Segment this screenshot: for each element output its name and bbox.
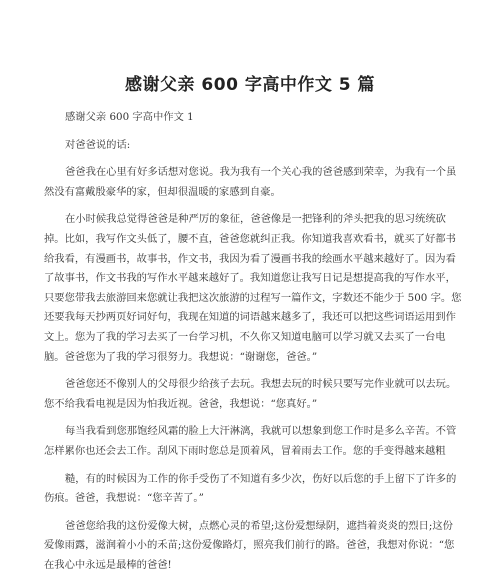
paragraph: 糙，有的时候因为工作的你手受伤了不知道有多少次，伤好以后您的手上留下了许多的伤痕。爸爸，我想说：“您辛苦了。”	[44, 472, 457, 505]
paragraph: 爸爸您还不像别人的父母很少给孩子去玩。我想去玩的时候只要写完作业就可以去玩。您不给我看电视是因为怕我近视。爸爸，我想说：“您真好。”	[44, 378, 457, 410]
paragraph: 爸爸我在心里有好多话想对您说。我为我有一个关心我的爸爸感到荣幸，为我有一个虽然没有富戴殷豪华的家，但却很温暖的家感到自豪。	[44, 166, 457, 198]
salutation: 对爸爸说的话:	[65, 138, 131, 151]
article-subtitle: 感谢父亲 600 字高中作文 1	[65, 111, 194, 123]
paragraph: 在小时候我总觉得爸爸是种严厉的象征，爸爸像是一把锋利的斧头把我的思习统统砍掉。比如，我写作文头低了，腰不直，爸爸您就纠正我。你知道我喜欢看书，就买了好都书给我看，有漫画书，故事书，作文书，我因为看了漫画书我的绘画水平越来越好了。因为看了故事书，作文书我的写作水平越来越好了。我知道您让我写日记是想提高我的写作水平，只要您带我去旅游回来您就让我把这次旅游的过程写一篇作文，字数还不能少于 500 字。您还要我每天抄两页好词好句，我现在知道的词语越来越多了，我还可以把这些词语运用到作文上。您为了我的学习去买了一台学习机，不久你又知道电脑可以学习就又去买了一台电脑。爸爸您为了我的学习很努力。我想说：“谢谢您，爸爸。”	[44, 213, 462, 363]
paragraph: 每当我看到您那饱经风霜的脸上大汗淋漓，我就可以想象到您工作时是多么辛苦。不管怎样累你也还会去工作。刮风下雨时您总是顶着风，冒着雨去工作。您的手变得越来越粗	[44, 425, 457, 457]
paragraph: 爸爸您给我的这份爱像大树，点燃心灵的希望;这份爱想绿阴，遮挡着炎炎的烈日;这份爱像雨露，滋润着小小的禾苗;这份爱像路灯，照亮我们前行的路。爸爸，我想对你说：“您在我心中永远是最棒的爸爸!	[44, 519, 455, 571]
article-body	[44, 108, 462, 580]
page-title: 感谢父亲 600 字高中作文 5 篇	[125, 75, 375, 95]
